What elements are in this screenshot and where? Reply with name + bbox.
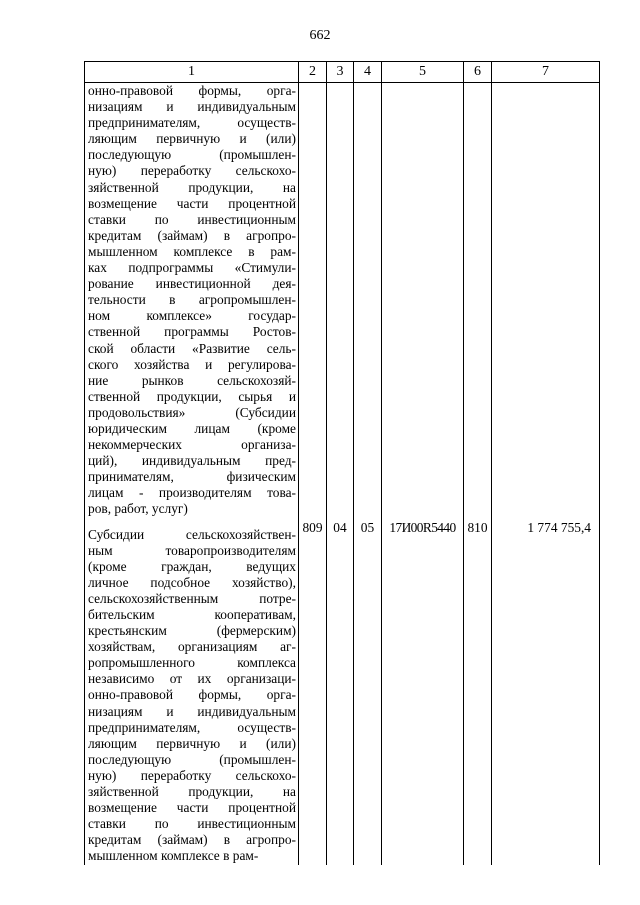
header-col-3: 3 bbox=[327, 62, 354, 83]
row-c4 bbox=[354, 83, 382, 518]
name-line: возмещение части процентной bbox=[88, 195, 296, 211]
name-line: ном комплексе» государ- bbox=[88, 308, 296, 324]
name-line: кредитам (займам) в агропро- bbox=[88, 832, 296, 848]
name-line: ственной продукции, сырья и bbox=[88, 388, 296, 404]
name-line: Субсидии сельскохозяйствен- bbox=[88, 526, 296, 542]
name-line: мышленном комплексе в рам- bbox=[88, 848, 259, 864]
name-line: ляющим первичную и (или) bbox=[88, 735, 296, 751]
name-line: независимо от их организаци- bbox=[88, 671, 296, 687]
row-c4: 05 bbox=[354, 518, 382, 865]
name-line: (кроме граждан, ведущих bbox=[88, 558, 296, 574]
name-line: лицам - производителям това- bbox=[88, 485, 296, 501]
name-line: предпринимателям, осуществ- bbox=[88, 719, 296, 735]
row-c3: 04 bbox=[327, 518, 354, 865]
name-line: ственной программы Ростов- bbox=[88, 324, 296, 340]
row-c5 bbox=[382, 83, 464, 518]
name-line: личное подсобное хозяйство), bbox=[88, 574, 296, 590]
name-line: крестьянским (фермерским) bbox=[88, 623, 296, 639]
name-line: ров, работ, услуг) bbox=[88, 501, 188, 517]
name-line: низациям и индивидуальным bbox=[88, 99, 296, 115]
name-line: последующую (промышлен- bbox=[88, 751, 296, 767]
name-line: последующую (промышлен- bbox=[88, 147, 296, 163]
page-number: 662 bbox=[309, 28, 331, 43]
name-line: ций), индивидуальным пред- bbox=[88, 453, 296, 469]
row-c2 bbox=[299, 83, 327, 518]
table-row bbox=[85, 518, 600, 865]
row-c5 bbox=[382, 518, 464, 865]
name-line: низациям и индивидуальным bbox=[88, 703, 296, 719]
name-line: ляющим первичную и (или) bbox=[88, 131, 296, 147]
row-name-cell bbox=[85, 518, 299, 865]
row-c7 bbox=[492, 83, 600, 518]
header-col-7: 7 bbox=[492, 62, 600, 83]
name-line: зяйственной продукции, на bbox=[88, 784, 296, 800]
row-c3 bbox=[327, 83, 354, 518]
header-col-2: 2 bbox=[299, 62, 327, 83]
target-code: 17И00R5440 bbox=[389, 519, 456, 535]
name-line: принимателям, физическим bbox=[88, 469, 296, 485]
name-line: ную) переработку сельскохо- bbox=[88, 767, 296, 783]
table-row bbox=[85, 83, 600, 518]
row-c2: 809 bbox=[299, 518, 327, 865]
name-line: онно-правовой формы, орга- bbox=[88, 83, 296, 98]
name-line: ставки по инвестиционным bbox=[88, 211, 296, 227]
name-line: ского хозяйства и регулирова- bbox=[88, 356, 296, 372]
row-name-text bbox=[85, 83, 298, 518]
name-line: бительским кооперативам, bbox=[88, 607, 296, 622]
header-col-6: 6 bbox=[464, 62, 492, 83]
name-line: ках подпрограммы «Стимули- bbox=[88, 260, 296, 276]
name-line: хозяйствам, организациям аг- bbox=[88, 639, 296, 655]
name-line: ние рынков сельскохозяй- bbox=[88, 372, 296, 388]
name-line: возмещение части процентной bbox=[88, 800, 296, 816]
row-name-cell bbox=[85, 83, 299, 518]
name-line: некоммерческих организа- bbox=[88, 437, 296, 453]
name-line: продовольствия» (Субсидии bbox=[88, 404, 296, 420]
header-col-4: 4 bbox=[354, 62, 382, 83]
header-row bbox=[85, 62, 600, 83]
name-line: сельскохозяйственным потре- bbox=[88, 590, 296, 606]
name-line: рование инвестиционной дея- bbox=[88, 276, 296, 292]
header-col-5: 5 bbox=[382, 62, 464, 83]
name-line: ропромышленного комплекса bbox=[88, 655, 296, 671]
row-name-text bbox=[85, 527, 298, 865]
name-line: кредитам (займам) в агропро- bbox=[88, 227, 296, 243]
row-c7: 1 774 755,4 bbox=[492, 518, 600, 865]
name-line: онно-правовой формы, орга- bbox=[88, 687, 296, 703]
budget-table bbox=[84, 61, 600, 865]
header-col-1: 1 bbox=[85, 62, 299, 83]
name-line: предпринимателям, осуществ- bbox=[88, 115, 296, 131]
name-line: ную) переработку сельскохо- bbox=[88, 163, 296, 179]
name-line: юридическим лицам (кроме bbox=[88, 420, 296, 436]
name-line: ской области «Развитие сель- bbox=[88, 340, 296, 356]
name-line: ставки по инвестиционным bbox=[88, 816, 296, 832]
name-line: мышленном комплексе в рам- bbox=[88, 243, 296, 259]
name-line: зяйственной продукции, на bbox=[88, 179, 296, 195]
row-c6 bbox=[464, 83, 492, 518]
name-line: тельности в агропромышлен- bbox=[88, 292, 296, 308]
name-line: ным товаропроизводителям bbox=[88, 542, 296, 558]
row-c6: 810 bbox=[464, 518, 492, 865]
